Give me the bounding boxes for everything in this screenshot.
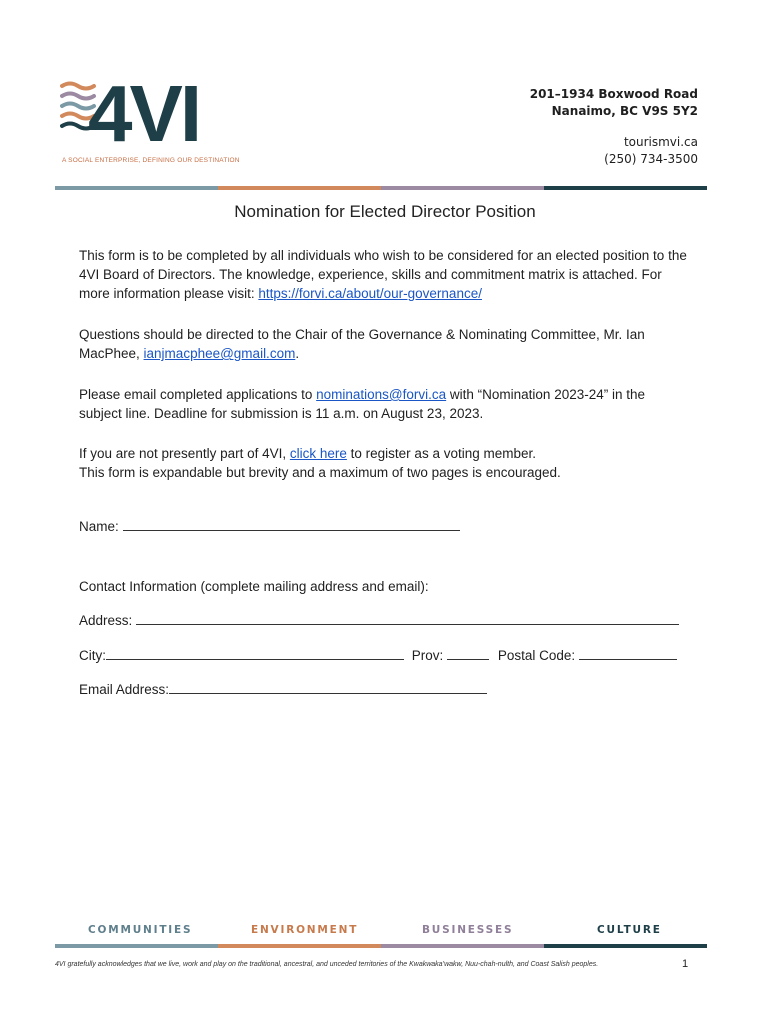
footer-bar-businesses	[381, 944, 544, 948]
address-field[interactable]	[79, 611, 679, 630]
contact-heading: Contact Information (complete mailing address and email):	[79, 579, 429, 594]
logo-wordmark: 4VI	[88, 69, 200, 158]
bar-segment-environment	[218, 186, 381, 190]
register-link[interactable]: click here	[289, 446, 347, 461]
email-label: Email Address:	[79, 682, 170, 697]
bar-segment-communities	[55, 186, 218, 190]
pillar-communities: COMMUNITIES	[88, 924, 193, 936]
submission-paragraph	[79, 385, 691, 423]
questions-end: .	[295, 346, 300, 361]
intro-text: This form is to be completed by all individuals who wish to be considered for an elected position to the 4VI Board of Directors. The knowledge, experience, skills and commitment matrix is attached. For more information please visit:	[79, 248, 687, 301]
questions-text: Questions should be directed to the Chair of the Governance & Nominating Committee, Mr. Ian MacPhee,	[79, 327, 645, 361]
footer-bar-culture	[544, 944, 707, 948]
address-line-2: Nanaimo, BC V9S 5Y2	[551, 104, 698, 118]
questions-paragraph	[79, 325, 691, 363]
submission-text: Please email completed applications to	[79, 387, 317, 402]
city-blank[interactable]	[106, 646, 404, 660]
land-acknowledgement: 4VI gratefully acknowledges that we live, work and play on the traditional, ancestral, and unceded territories of the Kwakwaka’wakw, Nuu-chah-nulth, and Coast Salish peoples.	[55, 961, 599, 968]
name-field[interactable]	[79, 517, 460, 536]
chair-email-link[interactable]: ianjmacphee@gmail.com	[143, 346, 296, 361]
pillar-environment: ENVIRONMENT	[251, 924, 359, 936]
postal-blank[interactable]	[579, 646, 677, 660]
logo	[60, 69, 240, 170]
page-number: 1	[682, 958, 689, 970]
city-row	[79, 646, 677, 665]
bar-segment-culture	[544, 186, 707, 190]
footer-bar-environment	[218, 944, 381, 948]
website: tourismvi.ca	[623, 135, 698, 149]
address-line-1: 201–1934 Boxwood Road	[529, 87, 698, 101]
postal-label: Postal Code:	[497, 648, 576, 663]
prov-blank[interactable]	[447, 646, 489, 660]
nominations-email-link[interactable]: nominations@forvi.ca	[316, 387, 447, 402]
pillar-businesses: BUSINESSES	[422, 924, 514, 936]
email-blank[interactable]	[169, 680, 487, 694]
header-color-bar	[55, 186, 707, 190]
logo-tagline: A SOCIAL ENTERPRISE, DEFINING OUR DESTINATION	[62, 157, 240, 164]
submission-end: with “Nomination 2023-24” in the subject line. Deadline for submission is 11 a.m. on August 23, 2023.	[79, 387, 646, 421]
membership-text: If you are not presently part of 4VI,	[79, 446, 290, 461]
address-label: Address:	[79, 613, 133, 628]
contact-block	[530, 86, 698, 168]
footer-bar-communities	[55, 944, 218, 948]
name-label: Name:	[79, 519, 119, 534]
intro-paragraph	[79, 246, 691, 303]
brevity-note: This form is expandable but brevity and a maximum of two pages is encouraged.	[79, 465, 561, 480]
document-title: Nomination for Elected Director Position	[234, 202, 536, 221]
email-field[interactable]	[79, 680, 487, 699]
membership-paragraph	[79, 444, 691, 482]
city-label: City:	[79, 648, 106, 663]
governance-link[interactable]: https://forvi.ca/about/our-governance/	[258, 286, 482, 301]
address-blank[interactable]	[136, 611, 679, 625]
name-blank[interactable]	[123, 517, 460, 531]
membership-end: to register as a voting member.	[346, 446, 536, 461]
footer-color-bar	[55, 944, 707, 948]
pillar-culture: CULTURE	[597, 924, 662, 936]
prov-label: Prov:	[411, 648, 444, 663]
bar-segment-businesses	[381, 186, 544, 190]
phone: (250) 734-3500	[604, 152, 698, 166]
